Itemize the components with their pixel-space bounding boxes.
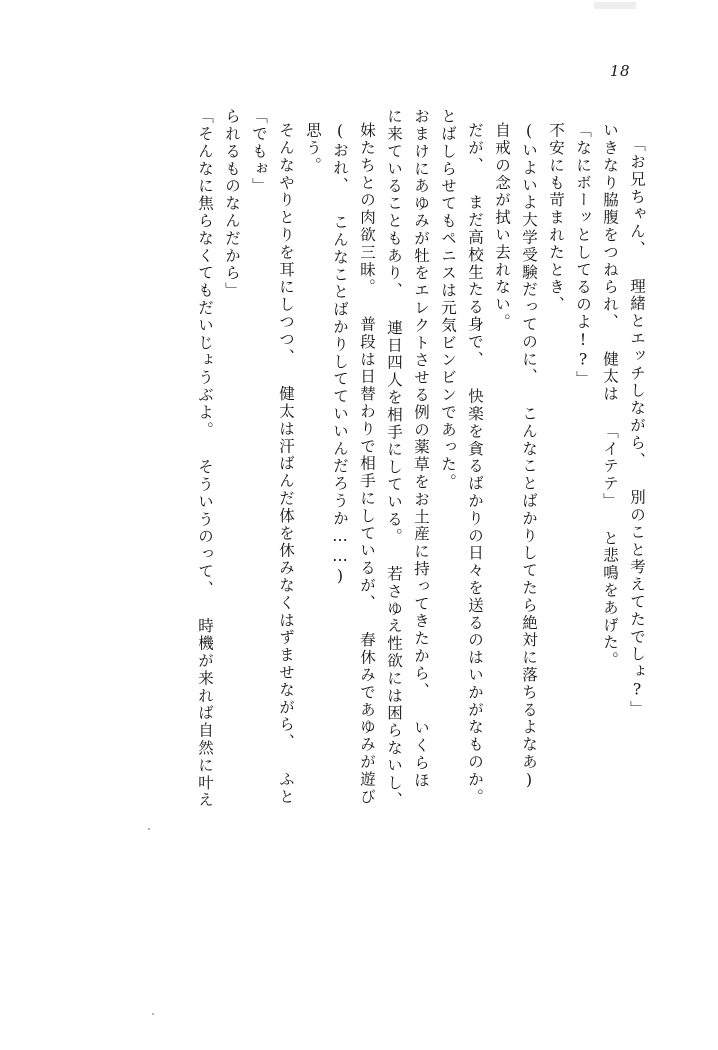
text-line: 「そんなに焦らなくてもだいじょうぶよ。 そういうのって、 時機が来れば自然に叶え	[196, 108, 214, 809]
text-line: そんなやりとりを耳にしつつ、 健太は汗ばんだ体を休みなくはずませながら、 ふと	[277, 122, 295, 806]
vertical-text-block	[196, 108, 646, 809]
scan-speck	[152, 1013, 154, 1015]
text-line: 「なにボーッとしてるのよ!?」	[574, 122, 592, 388]
scan-speck	[148, 828, 150, 830]
text-line: いきなり脇腹をつねられ、 健太は 「イテテ」 と悲鳴をあげた。	[601, 122, 619, 669]
text-line: 思う。	[304, 122, 322, 175]
text-line: 「でもぉ」	[250, 108, 268, 195]
text-line: とばしらせてもペニスは元気ビンビンであった。	[439, 108, 457, 491]
scan-artifact	[594, 2, 636, 9]
text-line: 不安にも苛まれたとき、	[547, 122, 565, 314]
text-line: (おれ、 こんなことばかりしてていいんだろうか……)	[331, 122, 349, 587]
text-line: 妹たちとの肉欲三昧。 普段は日替わりで相手にしているが、 春休みであゆみが遊び	[358, 122, 376, 806]
text-line: だが、 まだ高校生たる身で、 快楽を貪るばかりの日々を送るのはいかがなものか。	[466, 122, 484, 806]
page-number: 18	[609, 62, 630, 80]
text-line: 「お兄ちゃん、 理緒とエッチしながら、 別のこと考えてたでしょ?」	[628, 136, 646, 718]
text-line: (いよいよ大学受験だってのに、 こんなことばかりしてたら絶対に落ちるよなあ)	[520, 122, 538, 791]
text-line: に来ていることもあり、 連日四人を相手にしている。 若さゆえ性欲には困らないし、	[385, 108, 403, 809]
text-line: 自戒の念が拭い去れない。	[493, 122, 511, 331]
text-line: おまけにあゆみが牡をエレクトさせる例の薬草をお土産に持ってきたから、 いくらほ	[412, 108, 430, 790]
text-line: られるものなんだから」	[223, 108, 241, 300]
